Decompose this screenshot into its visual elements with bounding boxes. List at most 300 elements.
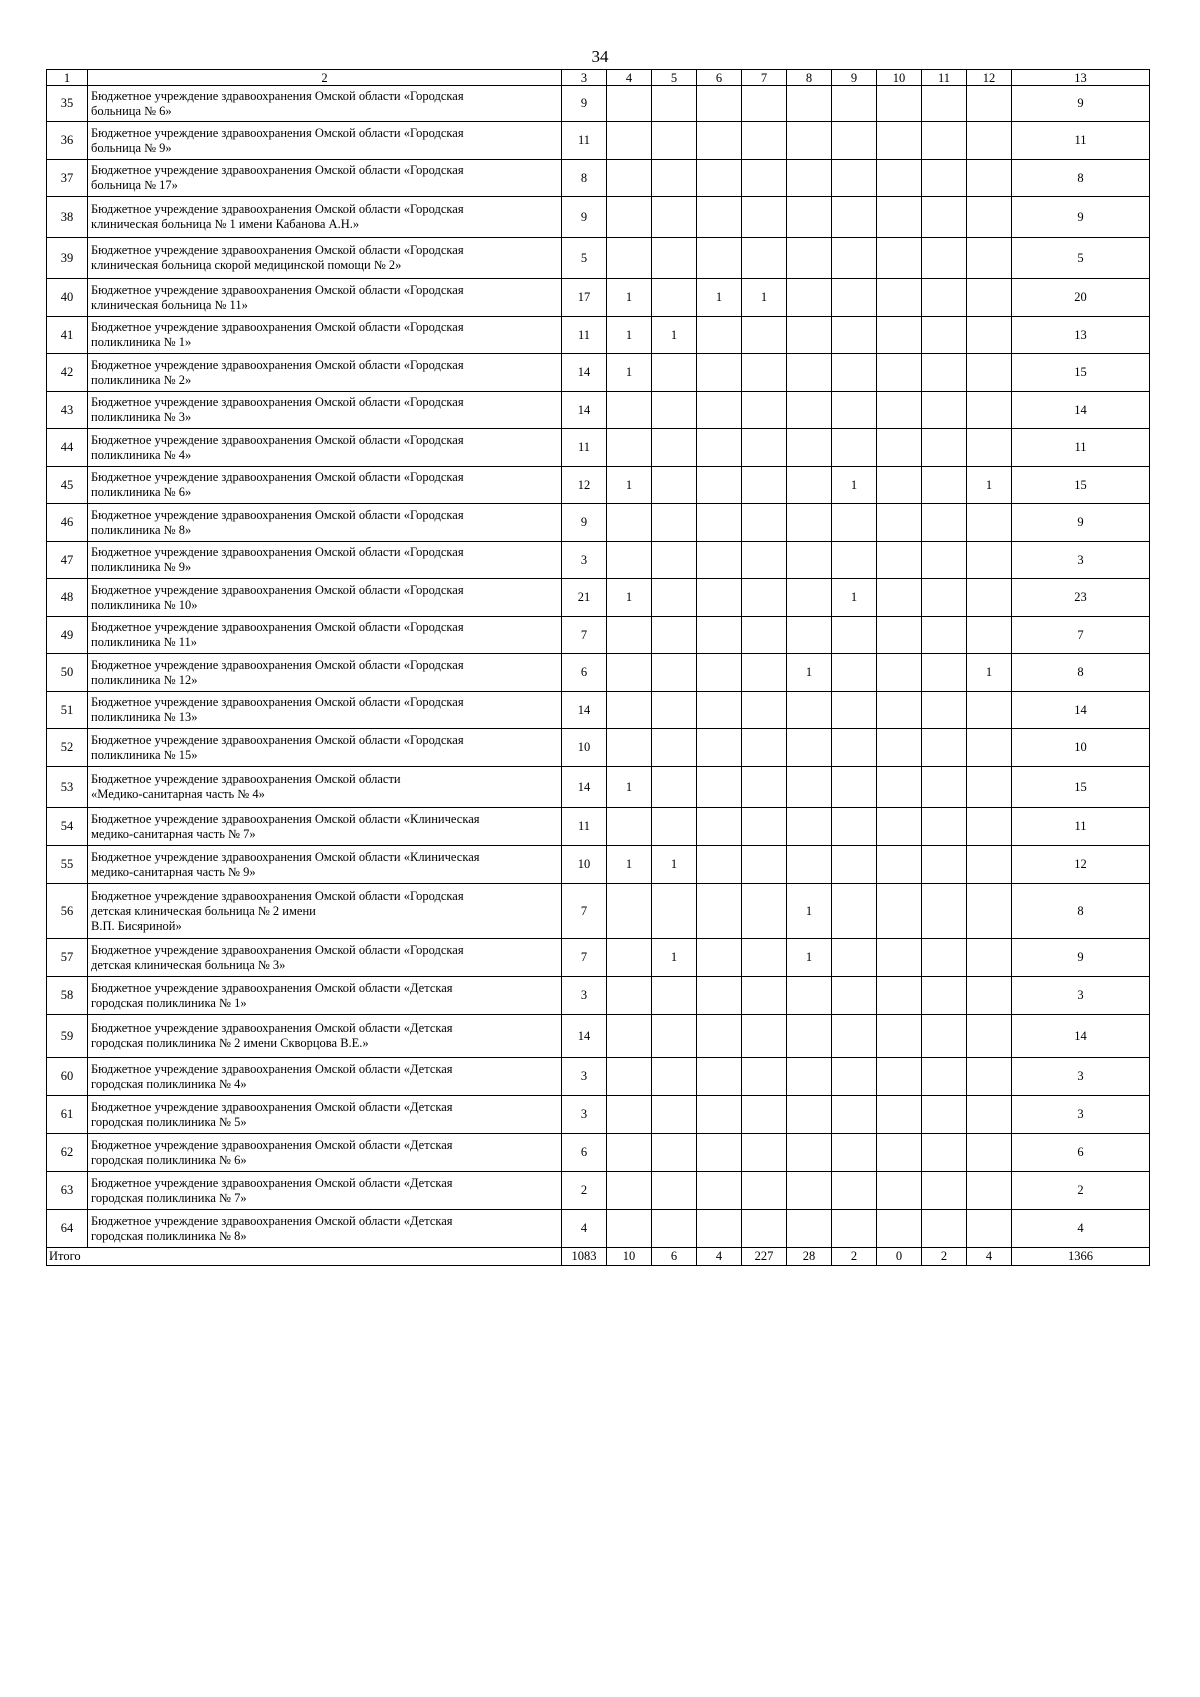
total-value-cell: 0 — [877, 1248, 922, 1266]
column-header-row — [47, 70, 1150, 86]
value-cell-7 — [742, 654, 787, 692]
value-cell-13: 8 — [1012, 654, 1150, 692]
value-cell-7 — [742, 504, 787, 542]
value-cell-8 — [787, 392, 832, 429]
value-cell-3: 12 — [562, 467, 607, 504]
table-row — [47, 160, 1150, 197]
value-cell-4: 1 — [607, 579, 652, 617]
value-cell-5 — [652, 884, 697, 939]
row-number-cell: 36 — [47, 122, 88, 160]
value-cell-10 — [877, 617, 922, 654]
value-cell-8: 1 — [787, 939, 832, 977]
value-cell-7 — [742, 429, 787, 467]
value-cell-13: 8 — [1012, 160, 1150, 197]
institution-name-cell: Бюджетное учреждение здравоохранения Омской области «Городская поликлиника № 15» — [88, 729, 562, 767]
value-cell-7 — [742, 86, 787, 122]
value-cell-12 — [967, 579, 1012, 617]
value-cell-13: 14 — [1012, 1015, 1150, 1058]
row-number-cell: 46 — [47, 504, 88, 542]
value-cell-10 — [877, 977, 922, 1015]
value-cell-3: 14 — [562, 1015, 607, 1058]
value-cell-7 — [742, 692, 787, 729]
value-cell-12 — [967, 1134, 1012, 1172]
institution-name-cell: Бюджетное учреждение здравоохранения Омской области «Городская больница № 17» — [88, 160, 562, 197]
value-cell-7 — [742, 579, 787, 617]
value-cell-11 — [922, 808, 967, 846]
value-cell-9 — [832, 939, 877, 977]
value-cell-10 — [877, 279, 922, 317]
value-cell-4: 1 — [607, 467, 652, 504]
value-cell-3: 9 — [562, 197, 607, 238]
value-cell-6 — [697, 122, 742, 160]
value-cell-9 — [832, 429, 877, 467]
value-cell-7 — [742, 1058, 787, 1096]
value-cell-3: 7 — [562, 617, 607, 654]
value-cell-8 — [787, 729, 832, 767]
column-header: 12 — [967, 70, 1012, 86]
value-cell-3: 7 — [562, 884, 607, 939]
value-cell-7 — [742, 392, 787, 429]
value-cell-11 — [922, 1172, 967, 1210]
value-cell-10 — [877, 238, 922, 279]
institution-name-cell: Бюджетное учреждение здравоохранения Омской области «Городская клиническая больница № 1 имени Кабанова А.Н.» — [88, 197, 562, 238]
value-cell-13: 7 — [1012, 617, 1150, 654]
page-number: 34 — [591, 47, 609, 66]
value-cell-4: 1 — [607, 279, 652, 317]
value-cell-9 — [832, 354, 877, 392]
table-row — [47, 504, 1150, 542]
row-number-cell: 39 — [47, 238, 88, 279]
row-number-cell: 42 — [47, 354, 88, 392]
value-cell-5 — [652, 160, 697, 197]
value-cell-12 — [967, 692, 1012, 729]
table-row — [47, 977, 1150, 1015]
value-cell-3: 21 — [562, 579, 607, 617]
value-cell-5 — [652, 504, 697, 542]
value-cell-7 — [742, 767, 787, 808]
value-cell-12: 1 — [967, 654, 1012, 692]
value-cell-6 — [697, 429, 742, 467]
value-cell-13: 14 — [1012, 692, 1150, 729]
value-cell-6 — [697, 197, 742, 238]
value-cell-3: 11 — [562, 317, 607, 354]
value-cell-12 — [967, 429, 1012, 467]
row-number-cell: 47 — [47, 542, 88, 579]
value-cell-11 — [922, 238, 967, 279]
value-cell-8 — [787, 1134, 832, 1172]
value-cell-9 — [832, 977, 877, 1015]
value-cell-12 — [967, 977, 1012, 1015]
value-cell-9 — [832, 160, 877, 197]
column-header: 3 — [562, 70, 607, 86]
value-cell-8 — [787, 977, 832, 1015]
value-cell-11 — [922, 317, 967, 354]
institution-name-cell: Бюджетное учреждение здравоохранения Омской области «Детская городская поликлиника № 8» — [88, 1210, 562, 1248]
value-cell-6 — [697, 846, 742, 884]
value-cell-4 — [607, 197, 652, 238]
institution-name-cell: Бюджетное учреждение здравоохранения Омской области «Городская поликлиника № 8» — [88, 504, 562, 542]
value-cell-11 — [922, 1210, 967, 1248]
value-cell-7 — [742, 977, 787, 1015]
row-number-cell: 40 — [47, 279, 88, 317]
value-cell-4 — [607, 1058, 652, 1096]
value-cell-4 — [607, 504, 652, 542]
value-cell-12 — [967, 354, 1012, 392]
value-cell-4 — [607, 617, 652, 654]
value-cell-8: 1 — [787, 654, 832, 692]
table-row — [47, 617, 1150, 654]
value-cell-7 — [742, 1134, 787, 1172]
value-cell-13: 15 — [1012, 467, 1150, 504]
institution-name-cell: Бюджетное учреждение здравоохранения Омской области «Детская городская поликлиника № 5» — [88, 1096, 562, 1134]
value-cell-11 — [922, 977, 967, 1015]
column-header: 9 — [832, 70, 877, 86]
value-cell-4 — [607, 808, 652, 846]
value-cell-4 — [607, 1134, 652, 1172]
value-cell-5 — [652, 238, 697, 279]
institution-name-cell: Бюджетное учреждение здравоохранения Омской области «Городская поликлиника № 11» — [88, 617, 562, 654]
value-cell-13: 3 — [1012, 977, 1150, 1015]
value-cell-6 — [697, 238, 742, 279]
value-cell-6 — [697, 542, 742, 579]
total-value-cell: 10 — [607, 1248, 652, 1266]
value-cell-4: 1 — [607, 846, 652, 884]
institution-name-cell: Бюджетное учреждение здравоохранения Омской области «Детская городская поликлиника № 1» — [88, 977, 562, 1015]
row-number-cell: 44 — [47, 429, 88, 467]
value-cell-6 — [697, 160, 742, 197]
row-number-cell: 35 — [47, 86, 88, 122]
value-cell-4 — [607, 542, 652, 579]
value-cell-6 — [697, 1015, 742, 1058]
value-cell-9 — [832, 542, 877, 579]
value-cell-3: 14 — [562, 354, 607, 392]
institution-name-cell: Бюджетное учреждение здравоохранения Омской области «Городская больница № 9» — [88, 122, 562, 160]
institution-name-cell: Бюджетное учреждение здравоохранения Омской области «Городская поликлиника № 9» — [88, 542, 562, 579]
value-cell-4 — [607, 122, 652, 160]
value-cell-7: 1 — [742, 279, 787, 317]
value-cell-11 — [922, 579, 967, 617]
column-header: 4 — [607, 70, 652, 86]
value-cell-4 — [607, 692, 652, 729]
value-cell-9 — [832, 1172, 877, 1210]
total-label: Итого — [47, 1248, 562, 1266]
value-cell-9 — [832, 238, 877, 279]
institution-name-cell: Бюджетное учреждение здравоохранения Омской области «Городская поликлиника № 12» — [88, 654, 562, 692]
value-cell-13: 9 — [1012, 504, 1150, 542]
value-cell-6 — [697, 1134, 742, 1172]
value-cell-4 — [607, 939, 652, 977]
institution-name-cell: Бюджетное учреждение здравоохранения Омской области «Городская поликлиника № 6» — [88, 467, 562, 504]
value-cell-5 — [652, 692, 697, 729]
value-cell-7 — [742, 617, 787, 654]
value-cell-7 — [742, 160, 787, 197]
value-cell-10 — [877, 354, 922, 392]
value-cell-3: 10 — [562, 729, 607, 767]
value-cell-3: 11 — [562, 808, 607, 846]
table-row — [47, 1172, 1150, 1210]
total-value-cell: 227 — [742, 1248, 787, 1266]
value-cell-9 — [832, 1134, 877, 1172]
value-cell-8 — [787, 160, 832, 197]
value-cell-4 — [607, 977, 652, 1015]
value-cell-9 — [832, 767, 877, 808]
value-cell-6 — [697, 767, 742, 808]
value-cell-5: 1 — [652, 846, 697, 884]
value-cell-10 — [877, 122, 922, 160]
value-cell-5 — [652, 429, 697, 467]
table-row — [47, 654, 1150, 692]
table-row — [47, 238, 1150, 279]
value-cell-7 — [742, 238, 787, 279]
table-row — [47, 1096, 1150, 1134]
row-number-cell: 64 — [47, 1210, 88, 1248]
value-cell-11 — [922, 1096, 967, 1134]
value-cell-7 — [742, 467, 787, 504]
value-cell-10 — [877, 884, 922, 939]
institution-name-cell: Бюджетное учреждение здравоохранения Омской области «Детская городская поликлиника № 7» — [88, 1172, 562, 1210]
value-cell-11 — [922, 1058, 967, 1096]
institution-name-cell: Бюджетное учреждение здравоохранения Омской области «Городская поликлиника № 13» — [88, 692, 562, 729]
value-cell-3: 3 — [562, 1058, 607, 1096]
column-header: 2 — [88, 70, 562, 86]
value-cell-12 — [967, 846, 1012, 884]
value-cell-3: 11 — [562, 122, 607, 160]
value-cell-8 — [787, 1172, 832, 1210]
table-row — [47, 1134, 1150, 1172]
value-cell-8 — [787, 279, 832, 317]
value-cell-13: 4 — [1012, 1210, 1150, 1248]
value-cell-5 — [652, 1210, 697, 1248]
value-cell-4: 1 — [607, 767, 652, 808]
value-cell-3: 9 — [562, 86, 607, 122]
value-cell-7 — [742, 197, 787, 238]
value-cell-9 — [832, 729, 877, 767]
value-cell-7 — [742, 846, 787, 884]
value-cell-10 — [877, 808, 922, 846]
total-value-cell: 6 — [652, 1248, 697, 1266]
value-cell-12 — [967, 808, 1012, 846]
row-number-cell: 43 — [47, 392, 88, 429]
value-cell-8 — [787, 504, 832, 542]
value-cell-6 — [697, 504, 742, 542]
value-cell-7 — [742, 1172, 787, 1210]
table-row — [47, 846, 1150, 884]
value-cell-9 — [832, 86, 877, 122]
value-cell-12 — [967, 504, 1012, 542]
table-row — [47, 729, 1150, 767]
institution-name-cell: Бюджетное учреждение здравоохранения Омской области «Городская поликлиника № 2» — [88, 354, 562, 392]
value-cell-5 — [652, 86, 697, 122]
table-row — [47, 122, 1150, 160]
value-cell-6 — [697, 579, 742, 617]
value-cell-10 — [877, 1172, 922, 1210]
table-row — [47, 392, 1150, 429]
total-value-cell: 1083 — [562, 1248, 607, 1266]
value-cell-13: 10 — [1012, 729, 1150, 767]
value-cell-7 — [742, 884, 787, 939]
value-cell-5 — [652, 1172, 697, 1210]
value-cell-9 — [832, 884, 877, 939]
table-row — [47, 808, 1150, 846]
value-cell-6 — [697, 1172, 742, 1210]
value-cell-8 — [787, 467, 832, 504]
value-cell-13: 9 — [1012, 86, 1150, 122]
value-cell-9: 1 — [832, 579, 877, 617]
value-cell-13: 14 — [1012, 392, 1150, 429]
table-row — [47, 1015, 1150, 1058]
value-cell-7 — [742, 354, 787, 392]
row-number-cell: 54 — [47, 808, 88, 846]
value-cell-13: 3 — [1012, 1058, 1150, 1096]
institution-name-cell: Бюджетное учреждение здравоохранения Омской области «Городская поликлиника № 4» — [88, 429, 562, 467]
value-cell-9 — [832, 392, 877, 429]
value-cell-10 — [877, 729, 922, 767]
table-row — [47, 542, 1150, 579]
value-cell-10 — [877, 579, 922, 617]
value-cell-13: 9 — [1012, 939, 1150, 977]
value-cell-12 — [967, 279, 1012, 317]
total-value-cell: 2 — [832, 1248, 877, 1266]
value-cell-10 — [877, 392, 922, 429]
table-row — [47, 692, 1150, 729]
value-cell-11 — [922, 354, 967, 392]
value-cell-3: 3 — [562, 542, 607, 579]
value-cell-12 — [967, 767, 1012, 808]
value-cell-10 — [877, 1134, 922, 1172]
value-cell-3: 7 — [562, 939, 607, 977]
table-row — [47, 939, 1150, 977]
row-number-cell: 53 — [47, 767, 88, 808]
value-cell-10 — [877, 317, 922, 354]
value-cell-13: 3 — [1012, 542, 1150, 579]
value-cell-5: 1 — [652, 317, 697, 354]
value-cell-12 — [967, 197, 1012, 238]
value-cell-11 — [922, 86, 967, 122]
value-cell-9 — [832, 197, 877, 238]
value-cell-8 — [787, 122, 832, 160]
value-cell-5 — [652, 354, 697, 392]
value-cell-3: 14 — [562, 767, 607, 808]
value-cell-3: 14 — [562, 392, 607, 429]
column-header: 8 — [787, 70, 832, 86]
value-cell-9 — [832, 122, 877, 160]
column-header: 11 — [922, 70, 967, 86]
value-cell-13: 6 — [1012, 1134, 1150, 1172]
value-cell-8 — [787, 1015, 832, 1058]
value-cell-11 — [922, 939, 967, 977]
value-cell-8 — [787, 692, 832, 729]
value-cell-5 — [652, 654, 697, 692]
value-cell-10 — [877, 542, 922, 579]
value-cell-11 — [922, 692, 967, 729]
value-cell-9 — [832, 1210, 877, 1248]
column-header: 7 — [742, 70, 787, 86]
value-cell-6 — [697, 1210, 742, 1248]
value-cell-11 — [922, 279, 967, 317]
value-cell-6 — [697, 808, 742, 846]
value-cell-10 — [877, 1096, 922, 1134]
table-row — [47, 429, 1150, 467]
value-cell-8 — [787, 86, 832, 122]
value-cell-7 — [742, 1096, 787, 1134]
institution-name-cell: Бюджетное учреждение здравоохранения Омской области «Городская больница № 6» — [88, 86, 562, 122]
value-cell-10 — [877, 467, 922, 504]
total-value-cell: 1366 — [1012, 1248, 1150, 1266]
institution-name-cell: Бюджетное учреждение здравоохранения Омской области «Детская городская поликлиника № 2 имени Скворцова В.Е.» — [88, 1015, 562, 1058]
column-header: 5 — [652, 70, 697, 86]
total-value-cell: 2 — [922, 1248, 967, 1266]
value-cell-12 — [967, 884, 1012, 939]
value-cell-10 — [877, 654, 922, 692]
value-cell-12 — [967, 1096, 1012, 1134]
value-cell-5 — [652, 617, 697, 654]
table-row — [47, 884, 1150, 939]
institution-name-cell: Бюджетное учреждение здравоохранения Омской области «Детская городская поликлиника № 6» — [88, 1134, 562, 1172]
value-cell-11 — [922, 160, 967, 197]
value-cell-5 — [652, 467, 697, 504]
value-cell-13: 15 — [1012, 767, 1150, 808]
value-cell-7 — [742, 808, 787, 846]
value-cell-7 — [742, 1015, 787, 1058]
value-cell-9 — [832, 1096, 877, 1134]
value-cell-4 — [607, 1096, 652, 1134]
value-cell-8 — [787, 1210, 832, 1248]
value-cell-6 — [697, 654, 742, 692]
value-cell-9 — [832, 1015, 877, 1058]
value-cell-8 — [787, 767, 832, 808]
value-cell-6 — [697, 977, 742, 1015]
value-cell-6 — [697, 884, 742, 939]
value-cell-12: 1 — [967, 467, 1012, 504]
column-header: 10 — [877, 70, 922, 86]
value-cell-8 — [787, 579, 832, 617]
table-row — [47, 354, 1150, 392]
value-cell-8 — [787, 429, 832, 467]
value-cell-11 — [922, 1015, 967, 1058]
value-cell-9 — [832, 654, 877, 692]
value-cell-8 — [787, 617, 832, 654]
total-value-cell: 4 — [697, 1248, 742, 1266]
value-cell-8: 1 — [787, 884, 832, 939]
value-cell-11 — [922, 542, 967, 579]
value-cell-10 — [877, 197, 922, 238]
row-number-cell: 45 — [47, 467, 88, 504]
value-cell-5 — [652, 122, 697, 160]
value-cell-5 — [652, 767, 697, 808]
value-cell-8 — [787, 808, 832, 846]
table-row — [47, 1210, 1150, 1248]
institution-name-cell: Бюджетное учреждение здравоохранения Омской области «Городская клиническая больница скорой медицинской помощи № 2» — [88, 238, 562, 279]
table-row — [47, 579, 1150, 617]
value-cell-5 — [652, 1058, 697, 1096]
value-cell-10 — [877, 86, 922, 122]
value-cell-6: 1 — [697, 279, 742, 317]
value-cell-10 — [877, 1015, 922, 1058]
value-cell-9 — [832, 1058, 877, 1096]
value-cell-11 — [922, 122, 967, 160]
institution-name-cell: Бюджетное учреждение здравоохранения Омской области «Клиническая медико-санитарная часть № 9» — [88, 846, 562, 884]
table-row — [47, 279, 1150, 317]
value-cell-3: 5 — [562, 238, 607, 279]
value-cell-10 — [877, 429, 922, 467]
institution-name-cell: Бюджетное учреждение здравоохранения Омской области «Детская городская поликлиника № 4» — [88, 1058, 562, 1096]
value-cell-3: 3 — [562, 977, 607, 1015]
value-cell-10 — [877, 504, 922, 542]
value-cell-11 — [922, 1134, 967, 1172]
value-cell-6 — [697, 86, 742, 122]
value-cell-5 — [652, 1096, 697, 1134]
value-cell-12 — [967, 392, 1012, 429]
